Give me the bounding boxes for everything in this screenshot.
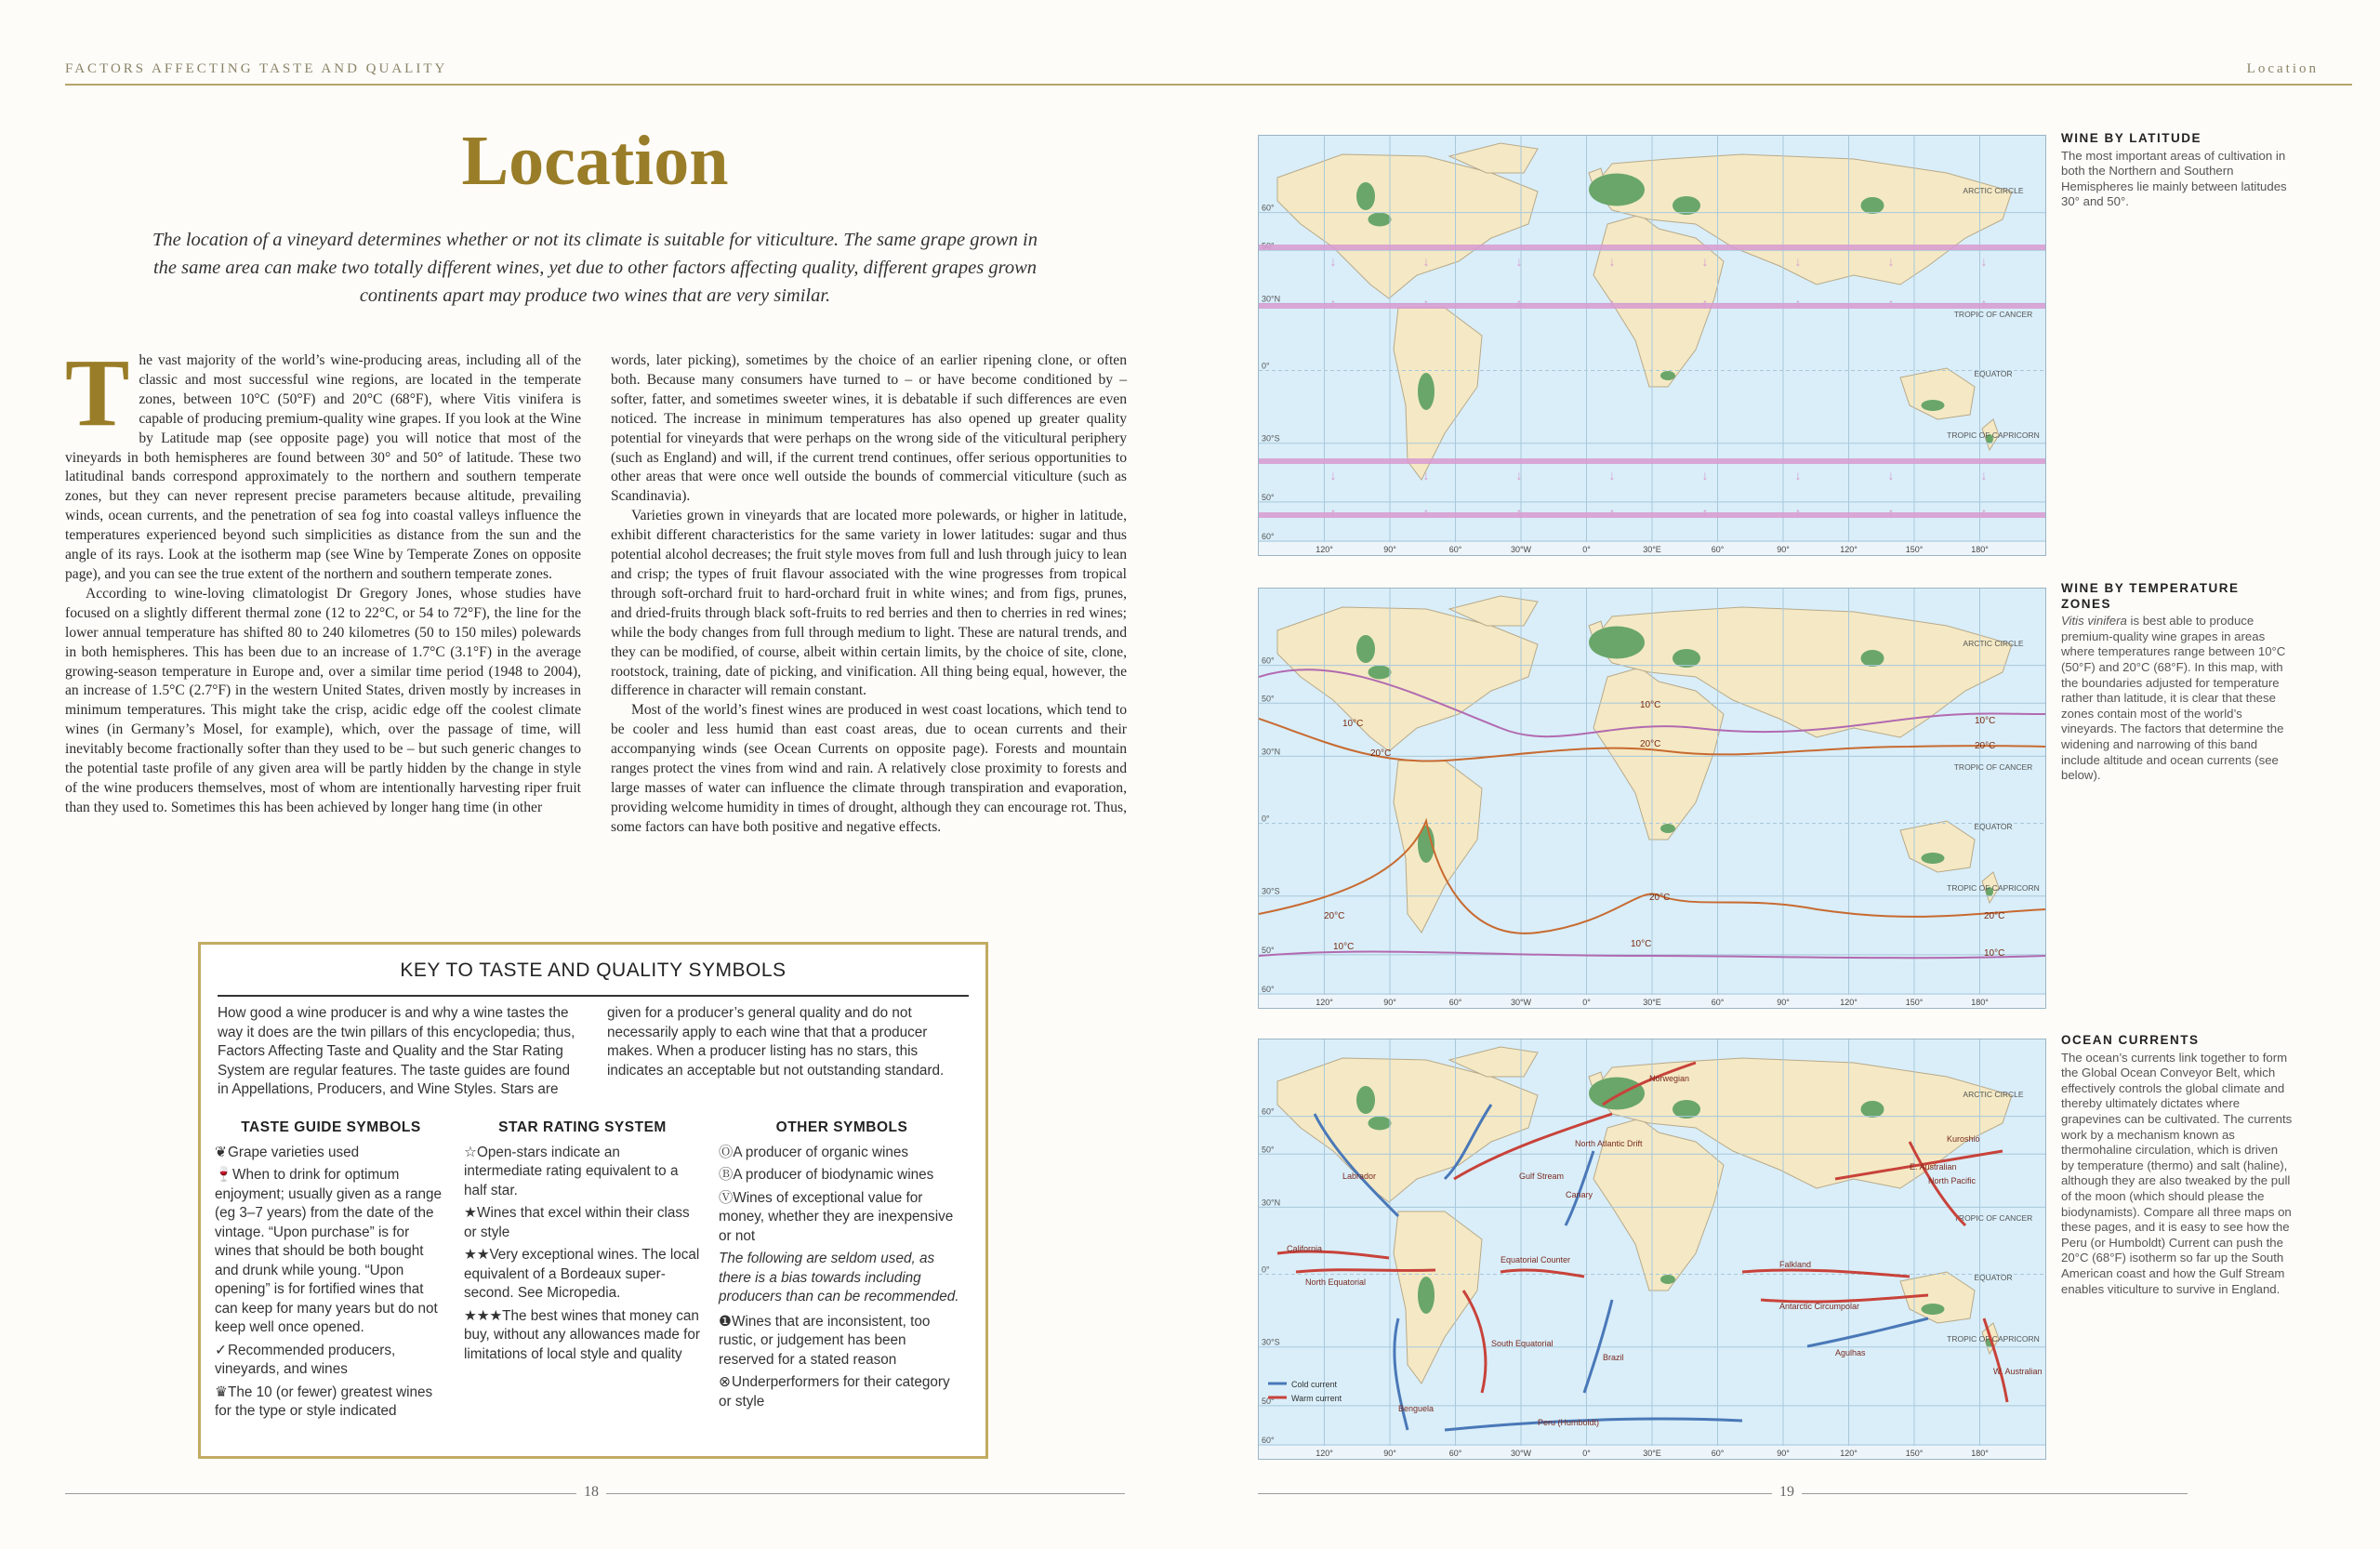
longitude-label: 120° (1316, 1449, 1333, 1458)
key-symbol-icon: ❦ (215, 1144, 227, 1160)
arrow-icon: ↓ (1608, 256, 1616, 270)
body-paragraph-2: According to wine-loving climatologist Dr Gregory Jones, whose studies have focused on a slightly different thermal zone (12 to 22°C, or 54 to 72°F), the line for the lower annual temperature has shifted 80 to 240 kilometres (50 to 150 miles) polewards in both hemispheres. This has been due to an increase of 1.7°C (3.1°F) in the average growing-season temperature in Europe and, over a similar time period (1948 to 2004), an increase of 1.5°C (2.7°F) in the western United States, driven mostly by increases in minimum temperatures. This might take the crisp, acidic edge off the coolest climate wines (in Germany’s Mosel, for example), which, over the passage of time, will inevitably become fractionally softer than they used to be – but such generic changes to the potential taste profile of any given area will be partly hidden by the change in style of the wine producers themselves, most of whom are intentionally harvesting riper fruit than they used to. Sometimes this has been achieved by longer hang time (in other (65, 585, 581, 815)
latitude-label: 60° (1262, 984, 1275, 994)
latitude-label: 30°N (1262, 747, 1281, 757)
map-svg (1259, 589, 2045, 1008)
isotherm-label: 10°C (1975, 716, 1996, 726)
page-title: Location (461, 122, 729, 200)
longitude-label: 60° (1711, 998, 1725, 1007)
key-item (464, 1144, 701, 1201)
zone-label: TROPIC OF CANCER (1953, 1213, 2033, 1223)
key-symbol-icon: ♛ (215, 1384, 228, 1400)
key-item-text: A producer of biodynamic wines (733, 1167, 934, 1183)
zone-label: EQUATOR (1974, 822, 2013, 831)
key-symbol-icon: ❶ (719, 1313, 732, 1330)
longitude-label: 30°W (1510, 545, 1532, 554)
vineyard-area (1861, 650, 1884, 667)
longitude-label: 30°W (1510, 1449, 1532, 1458)
vineyard-area (1368, 1117, 1392, 1131)
arrow-icon: ↓ (1794, 470, 1802, 483)
caption-temperature-title: WINE BY TEMPERATURE ZONES (2061, 581, 2240, 611)
zone-label: TROPIC OF CANCER (1953, 310, 2033, 319)
latitude-label: 60° (1262, 1435, 1275, 1445)
longitude-label: 90° (1777, 1449, 1790, 1458)
latitude-band (1259, 303, 2045, 309)
isotherm-label: 10°C (1631, 939, 1652, 949)
longitude-label: 180° (1971, 998, 1989, 1007)
vineyard-area (1356, 635, 1375, 663)
current-label: E. Australian (1910, 1162, 1957, 1172)
caption-ocean-title: OCEAN CURRENTS (2061, 1033, 2200, 1047)
latitude-label: 50° (1262, 694, 1275, 704)
key-item (719, 1313, 965, 1370)
latitude-label: 50° (1262, 945, 1275, 955)
zone-label: EQUATOR (1974, 369, 2013, 378)
key-item-text: Underperformers for their category or style (719, 1374, 950, 1410)
current-label: Falkland (1779, 1260, 1812, 1269)
key-item-text: When to drink for optimum enjoyment; usually given as a range (eg 3–7 years) from the date of the vintage. “Upon purchase” is for wines that should be both bought and drunk while young. “Upon opening” is for fortified wines that can keep for many years but do not keep well once opened. (215, 1167, 443, 1335)
longitude-label: 90° (1777, 545, 1790, 554)
map-svg (1259, 136, 2045, 555)
star-rating-heading: STAR RATING SYSTEM (498, 1119, 667, 1135)
vineyard-area (1673, 1100, 1700, 1119)
latitude-label: 50° (1262, 1396, 1275, 1406)
vineyard-area (1922, 853, 1945, 864)
latitude-label: 0° (1262, 814, 1270, 824)
key-symbol-icon: ★★ (464, 1247, 490, 1263)
longitude-label: 30°E (1643, 1449, 1661, 1458)
map-svg (1259, 1039, 2045, 1459)
key-symbol-icon: ☆ (464, 1144, 477, 1160)
longitude-label: 0° (1582, 545, 1591, 554)
taste-guide-heading: TASTE GUIDE SYMBOLS (241, 1119, 421, 1135)
current-label: California (1287, 1244, 1323, 1253)
key-item-text: Wines that are inconsistent, too rustic, or judgement has been reserved for a stated reason (719, 1313, 931, 1368)
map-wine-by-latitude (1258, 135, 2046, 556)
caption-latitude-title: WINE BY LATITUDE (2061, 131, 2202, 145)
longitude-label: 90° (1383, 998, 1396, 1007)
footer-rule-right (1258, 1493, 2188, 1494)
key-item-text: The best wines that money can buy, without any allowances made for limitations of local style and quality (464, 1307, 700, 1362)
arrow-icon: ↓ (1422, 470, 1430, 483)
current-label: Canary (1566, 1190, 1593, 1199)
latitude-label: 60° (1262, 531, 1275, 541)
star-rating-section (464, 1119, 701, 1368)
latitude-label: 50° (1262, 492, 1275, 502)
arrow-icon: ↑ (1794, 507, 1802, 521)
key-item-text: Recommended producers, vineyards, and wines (215, 1342, 396, 1377)
latitude-label: 30°S (1262, 433, 1280, 444)
other-symbols-list-2 (719, 1313, 965, 1412)
caption-latitude-text: The most important areas of cultivation in both the Northern and Southern Hemispheres lie mainly between latitudes 30° and 50°. (2061, 148, 2287, 209)
map-wine-by-temperature (1258, 588, 2046, 1009)
latitude-label: 50° (1262, 1145, 1275, 1155)
key-item (215, 1342, 447, 1380)
key-item (464, 1246, 701, 1304)
arrow-icon: ↓ (1329, 470, 1337, 483)
vineyard-area (1589, 627, 1645, 659)
arrow-icon: ↑ (1329, 507, 1337, 521)
page-number-right: 19 (1772, 1484, 1802, 1501)
zone-label: ARCTIC CIRCLE (1963, 639, 2024, 648)
vineyard-area (1356, 182, 1375, 210)
page-number-left: 18 (576, 1484, 606, 1501)
key-symbol-icon: ★★★ (464, 1307, 503, 1324)
body-paragraph-5: Most of the world’s finest wines are produced in west coast locations, which tend to be cooler and less humid than east coast areas, due to ocean currents and their accompanying winds (see Ocean Currents on opposite page). Forests and mountain ranges protect the vines from wind and rain. A relatively close proximity to forests and large masses of water can influence the climate through transpiration and evaporation, providing welcome humidity in times of drought, although they can encourage rot. Thus, some factors can have both positive and negative effects. (611, 702, 1127, 835)
arrow-icon: ↑ (1980, 298, 1988, 311)
key-item (719, 1166, 965, 1185)
key-item (464, 1307, 701, 1365)
arrow-icon: ↑ (1422, 298, 1430, 311)
arrow-icon: ↓ (1515, 470, 1523, 483)
key-item-text: Very exceptional wines. The local equivalent of a Bordeaux super-second. See Micropedia. (464, 1247, 700, 1301)
arrow-icon: ↑ (1608, 507, 1616, 521)
latitude-label: 60° (1262, 1106, 1275, 1117)
zone-label: TROPIC OF CAPRICORN (1947, 430, 2040, 440)
isotherm-label: 10°C (1640, 700, 1661, 710)
arrow-icon: ↓ (1701, 470, 1709, 483)
vineyard-area (1418, 373, 1435, 410)
longitude-label: 150° (1905, 545, 1924, 554)
current-label: Benguela (1398, 1404, 1435, 1413)
current-label: Antarctic Circumpolar (1779, 1302, 1860, 1311)
longitude-label: 180° (1971, 1449, 1989, 1458)
key-symbol-icon: Ⓑ (719, 1167, 734, 1183)
latitude-label: 60° (1262, 203, 1275, 213)
isotherm-label: 10°C (1984, 948, 2005, 959)
body-paragraph-4: Varieties grown in vineyards that are located more polewards, or higher in latitude, exhibit different characteristics for the same variety in lower latitudes: sugar and thus potential alcohol decreases; the fruit style moves from full and lush through juicy to lean and crisp; the types of fruit flavour associated with the wine progresses from tropical through soft-orchard fruit to hard-orchard fruit in white wines; and from figs, prunes, and dried-fruits through black soft-fruits to red berries and then to cherries in red wines; while the body changes from full through medium to light. These are natural trends, and they can be modified, of course, albeit within certain limits, by the choice of site, clone, rootstock, training, date of picking, and vinification. All thing being equal, however, the difference in character will remain constant. (611, 508, 1127, 699)
longitude-label: 120° (1316, 998, 1333, 1007)
longitude-label: 30°E (1643, 545, 1661, 554)
vineyard-area (1418, 1277, 1435, 1314)
arrow-icon: ↓ (1515, 256, 1523, 270)
longitude-label: 60° (1711, 1449, 1725, 1458)
key-symbol-icon: Ⓞ (719, 1144, 734, 1160)
arrow-icon: ↑ (1515, 298, 1523, 311)
key-item (215, 1384, 447, 1422)
longitude-label: 120° (1840, 998, 1858, 1007)
isotherm-label: 20°C (1649, 893, 1671, 903)
isotherm-label: 10°C (1333, 942, 1355, 952)
legend-cold-label: Cold current (1291, 1380, 1338, 1389)
vineyard-area (1356, 1086, 1375, 1114)
key-rule (218, 995, 969, 997)
vineyard-area (1660, 824, 1675, 833)
latitude-label: 30°S (1262, 1337, 1280, 1347)
other-symbols-section (719, 1119, 965, 1415)
arrow-icon: ↓ (1887, 256, 1895, 270)
current-label: Equatorial Counter (1501, 1255, 1571, 1264)
body-paragraph-1: The vast majority of the world’s wine-producing areas, including all of the classic and most successful wine regions, are located in the temperate zones, between 10°C (50°F) and 20°C (68°F), where Vitis vinifera is capable of producing premium-quality wine grapes. If you look at the Wine by Latitude map (see opposite page) you will notice that most of the vineyards in both hemispheres are found between 30° and 50° of latitude. These two latitudinal bands correspond approximately to the northern and southern temperate zones, but they can never represent precise parameters because altitude, prevailing winds, ocean currents, and the penetration of sea fog into coastal valleys influence the temperatures experienced beyond such simplicities as distance from the sun and the angle of its rays. Look at the isotherm map (see Wine by Temperate Zones on opposite page), and you can see the true extent of the northern and southern temperate zones. (65, 339, 581, 582)
longitude-label: 120° (1840, 1449, 1858, 1458)
current-label: Kuroshio (1947, 1134, 1980, 1144)
longitude-label: 90° (1383, 545, 1396, 554)
arrow-icon: ↑ (1887, 507, 1895, 521)
other-symbols-note: The following are seldom used, as there is a bias towards including producers than can be recommended. (719, 1251, 959, 1304)
key-item (719, 1189, 965, 1247)
latitude-label: 0° (1262, 1264, 1270, 1275)
vineyard-area (1368, 666, 1392, 680)
longitude-label: 30°E (1643, 998, 1661, 1007)
longitude-label: 90° (1383, 1449, 1396, 1458)
arrow-icon: ↑ (1329, 298, 1337, 311)
arrow-icon: ↑ (1887, 298, 1895, 311)
vineyard-area (1660, 371, 1675, 380)
key-intro: How good a wine producer is and why a wine tastes the way it does are the twin pillars of this encyclopedia; thus, Factors Affecting Taste and Quality and the Star Rating System are regular features. The taste guides are found in Appellations, Producers, and Wine Styles. Stars are given for a producer’s general quality and do not necessarily apply to each wine that that a producer makes. When a producer listing has no stars, this indicates an acceptable but not outstanding standard. (218, 1005, 945, 1098)
arrow-icon: ↓ (1329, 256, 1337, 270)
key-symbol-icon: ★ (464, 1205, 477, 1221)
zone-label: TROPIC OF CAPRICORN (1947, 1334, 2040, 1344)
longitude-label: 150° (1905, 1449, 1924, 1458)
key-item (719, 1373, 965, 1411)
other-symbols-list (719, 1144, 965, 1247)
arrow-icon: ↓ (1422, 256, 1430, 270)
isotherm-label: 20°C (1370, 748, 1392, 759)
key-item (215, 1144, 447, 1163)
latitude-band (1259, 512, 2045, 518)
longitude-label: 60° (1448, 998, 1462, 1007)
isotherm-label: 20°C (1324, 911, 1345, 921)
vineyard-area (1660, 1275, 1675, 1284)
arrow-icon: ↑ (1794, 298, 1802, 311)
longitude-label: 180° (1971, 545, 1989, 554)
isotherm-label: 20°C (1640, 739, 1661, 749)
key-symbol-icon: ✓ (215, 1342, 227, 1358)
longitude-label: 120° (1840, 545, 1858, 554)
arrow-icon: ↑ (1980, 507, 1988, 521)
vineyard-area (1922, 400, 1945, 411)
current-label: Gulf Stream (1519, 1172, 1565, 1181)
key-box (198, 942, 988, 1459)
current-label: Norwegian (1649, 1074, 1690, 1083)
isotherm-label: 20°C (1984, 911, 2005, 921)
running-head-right: Location (2246, 61, 2319, 76)
zone-label: ARCTIC CIRCLE (1963, 186, 2024, 195)
key-item-text: A producer of organic wines (733, 1144, 909, 1160)
current-label: North Equatorial (1305, 1278, 1367, 1287)
key-item-text: Wines of exceptional value for money, whether they are inexpensive or not (719, 1189, 954, 1244)
arrow-icon: ↑ (1701, 507, 1709, 521)
latitude-band (1259, 458, 2045, 464)
latitude-label: 60° (1262, 655, 1275, 666)
current-label: Peru (Humboldt) (1538, 1418, 1600, 1427)
longitude-label: 30°W (1510, 998, 1532, 1007)
key-item (215, 1166, 447, 1338)
longitude-label: 150° (1905, 998, 1924, 1007)
other-symbols-heading: OTHER SYMBOLS (775, 1119, 908, 1135)
longitude-label: 60° (1448, 1449, 1462, 1458)
isotherm-label: 20°C (1975, 741, 1996, 751)
arrow-icon: ↓ (1794, 256, 1802, 270)
vineyard-area (1861, 197, 1884, 214)
arrow-icon: ↑ (1608, 298, 1616, 311)
key-symbol-icon: 🍷 (215, 1167, 233, 1183)
vineyard-area (1922, 1304, 1945, 1315)
current-label: South Equatorial (1491, 1339, 1554, 1348)
arrow-icon: ↑ (1515, 507, 1523, 521)
key-item-text: Grape varieties used (228, 1144, 360, 1160)
latitude-label: 30°N (1262, 1198, 1281, 1208)
zone-label: EQUATOR (1974, 1273, 2013, 1282)
star-rating-list (464, 1144, 701, 1365)
arrow-icon: ↑ (1701, 298, 1709, 311)
longitude-label: 90° (1777, 998, 1790, 1007)
longitude-label: 120° (1316, 545, 1333, 554)
latitude-label: 0° (1262, 361, 1270, 371)
legend-warm-label: Warm current (1291, 1394, 1342, 1403)
body-paragraph-3: words, later picking), sometimes by the choice of an earlier ripening clone, or often both. Because many consumers have turned to – or have become conditioned by – softer, fatter, and sometimes sweeter wines, it is debatable if such differences are even noticed. The increase in minimum temperatures has also opened up greater quality potential for vineyards that were perhaps on the wrong side of the viticultural periphery (such as England) and will, if the current trend continues, offer serious opportunities to other areas that were once well outside the bounds of commercial viticulture (such as Scandinavia). (611, 352, 1127, 505)
vineyard-area (1368, 213, 1392, 227)
zone-label: TROPIC OF CAPRICORN (1947, 883, 2040, 893)
key-symbol-icon: ⊗ (719, 1374, 731, 1390)
caption-ocean-text: The ocean’s currents link together to form the Global Ocean Conveyor Belt, which effectively controls the global climate and thereby ultimately dictates where grapevines can be cultivated. The currents work by a mechanism known as thermohaline circulation, which is driven by temperature (thermo) and salt (haline), although they are also tweaked by the pull of the moon (which should please the biodynamists). Compare all three maps on these pages, and it is easy to see how the Peru (or Humboldt) Current can push the 20°C (68°F) isotherm so far up the South American coast and how the Gulf Stream enables viticulture to survive in England. (2061, 1050, 2293, 1296)
arrow-icon: ↓ (1887, 470, 1895, 483)
arrow-icon: ↓ (1980, 256, 1988, 270)
current-label: W. Australian (1993, 1367, 2043, 1376)
vineyard-area (1861, 1101, 1884, 1118)
arrow-icon: ↓ (1608, 470, 1616, 483)
taste-guide-section (215, 1119, 447, 1425)
arrow-icon: ↓ (1701, 256, 1709, 270)
key-item-text: Open-stars indicate an intermediate rating equivalent to a half star. (464, 1144, 679, 1198)
arrow-icon: ↓ (1980, 470, 1988, 483)
vineyard-area (1589, 1078, 1645, 1110)
longitude-label: 0° (1582, 1449, 1591, 1458)
longitude-label: 60° (1448, 545, 1462, 554)
taste-guide-list (215, 1144, 447, 1422)
latitude-label: 30°S (1262, 886, 1280, 896)
caption-latitude (2061, 131, 2294, 210)
latitude-label: 30°N (1262, 294, 1281, 304)
key-item-text: The 10 (or fewer) greatest wines for the type or style indicated (215, 1384, 433, 1419)
zone-label: ARCTIC CIRCLE (1963, 1090, 2024, 1099)
running-head-left: FACTORS AFFECTING TASTE AND QUALITY (65, 61, 448, 76)
body-column-1 (65, 339, 581, 818)
key-symbol-icon: Ⓥ (719, 1189, 734, 1206)
longitude-label: 60° (1711, 545, 1725, 554)
vineyard-area (1673, 649, 1700, 668)
current-label: Agulhas (1835, 1348, 1866, 1357)
current-label: North Pacific (1928, 1176, 1977, 1185)
current-label: North Atlantic Drift (1575, 1139, 1643, 1148)
current-label: Labrador (1342, 1172, 1377, 1181)
arrow-icon: ↑ (1422, 507, 1430, 521)
intro-paragraph: The location of a vineyard determines whether or not its climate is suitable for viticulture. The same grape grown in the same area can make two totally different wines, yet due to other factors affecting quality, different grapes grown continents apart may produce two wines that are very similar. (152, 230, 1038, 306)
caption-temperature (2061, 581, 2294, 784)
header-rule (65, 84, 2352, 86)
vineyard-area (1673, 196, 1700, 215)
longitude-label: 0° (1582, 998, 1591, 1007)
key-item (719, 1144, 965, 1163)
caption-ocean (2061, 1033, 2294, 1297)
zone-label: TROPIC OF CANCER (1953, 762, 2033, 772)
isotherm-label: 10°C (1342, 719, 1364, 729)
latitude-band (1259, 245, 2045, 250)
map-ocean-currents (1258, 1039, 2046, 1460)
body-column-2 (611, 351, 1127, 838)
key-title: KEY TO TASTE AND QUALITY SYMBOLS (400, 960, 787, 981)
key-item-text: Wines that excel within their class or style (464, 1205, 690, 1240)
key-item (464, 1204, 701, 1242)
vineyard-area (1589, 174, 1645, 206)
caption-temperature-text: Vitis vinifera is best able to produce premium-quality wine grapes in areas where temperatures range between 10°C (50°F) and 20°C (68°F). In this map, with the boundaries adjusted for temperature rather than latitude, it is clear that these zones contain most of the world’s vineyards. The factors that determine the widening and narrowing of this band include altitude and ocean currents (see below). (2061, 614, 2286, 783)
drop-cap: T (65, 339, 130, 446)
current-label: Brazil (1603, 1353, 1624, 1362)
